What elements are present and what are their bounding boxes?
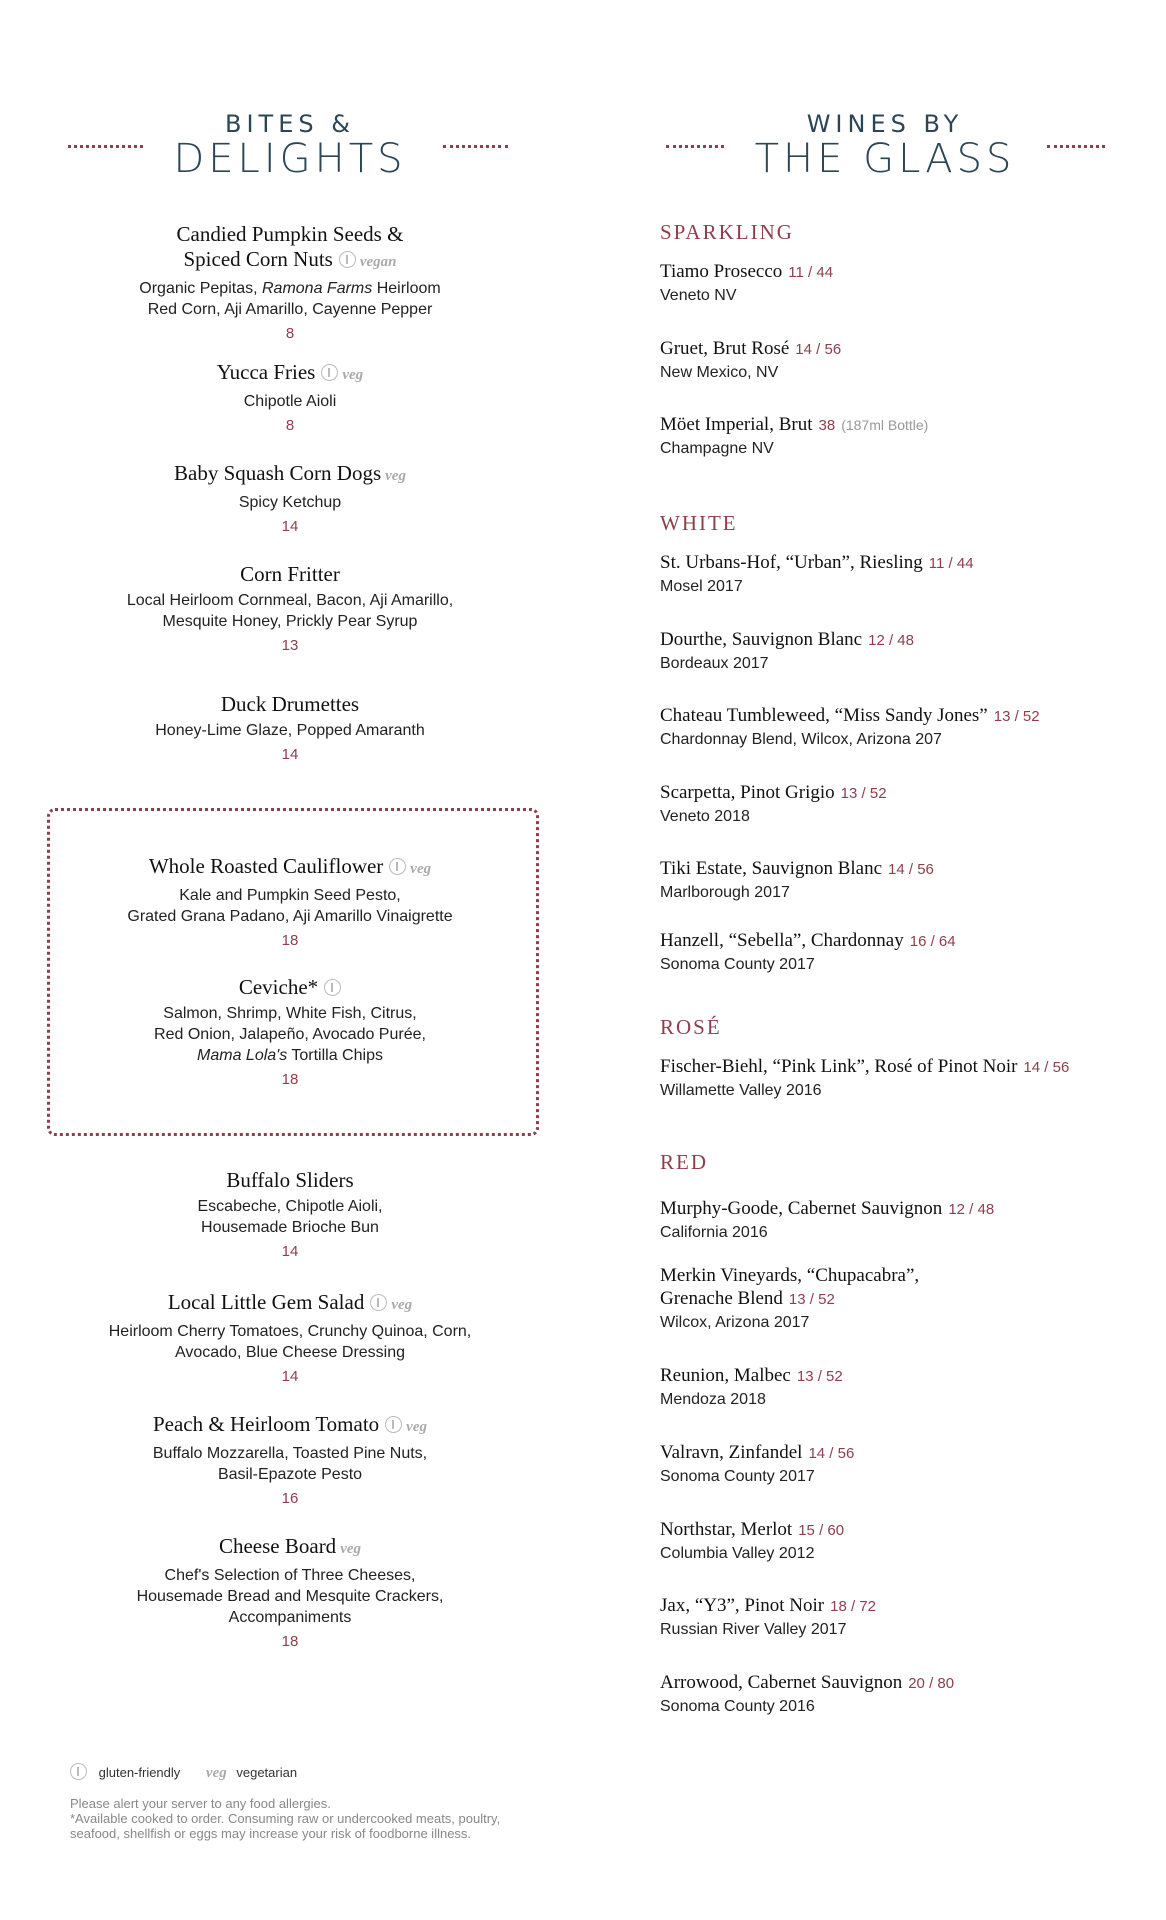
wine-price: 12 / 48	[868, 632, 914, 649]
desc-text: Salmon, Shrimp, White Fish, Citrus,	[163, 1005, 417, 1022]
desc-text: Chef's Selection of Three Cheeses,	[164, 1567, 416, 1584]
item-name	[40, 461, 540, 489]
wine-item	[660, 628, 1130, 673]
wine-region: Sonoma County 2017	[660, 1468, 815, 1485]
item-name: Buffalo Sliders	[226, 1168, 354, 1192]
desc-text: Tortilla Chips	[287, 1047, 383, 1064]
desc-text: Heirloom Cherry Tomatoes, Crunchy Quinoa, Corn,	[108, 1323, 472, 1340]
wine-item	[660, 1441, 1130, 1486]
wine-price: 13 / 52	[788, 1291, 835, 1308]
wine-name: Tiki Estate, Sauvignon Blanc	[660, 858, 883, 879]
wine-name: Arrowood, Cabernet Sauvignon	[660, 1672, 903, 1693]
desc-text: Kale and Pumpkin Seed Pesto,	[179, 887, 401, 904]
wine-item	[660, 1671, 1130, 1716]
wine-name: Gruet, Brut Rosé	[660, 338, 790, 359]
desc-text: Mesquite Honey, Prickly Pear Syrup	[162, 613, 418, 630]
gluten-friendly-icon	[339, 251, 356, 268]
wine-item	[660, 413, 1130, 458]
wine-region: Veneto 2018	[660, 808, 750, 825]
item-name-line2: Spiced Corn Nuts	[183, 247, 333, 271]
veg-tag: veg	[406, 1419, 427, 1435]
menu-item	[40, 1168, 540, 1260]
wine-price: 20 / 80	[908, 1675, 955, 1692]
item-price: 14	[281, 518, 299, 535]
wine-price: 14 / 56	[888, 861, 934, 878]
wine-name: Möet Imperial, Brut	[660, 414, 813, 435]
veg-tag: veg	[205, 1765, 227, 1781]
gluten-friendly-icon	[370, 1294, 387, 1311]
item-name-text: Whole Roasted Cauliflower	[148, 854, 384, 878]
item-name: Duck Drumettes	[220, 692, 360, 716]
wine-name: Murphy-Goode, Cabernet Sauvignon	[660, 1198, 943, 1219]
veg-tag: veg	[410, 861, 432, 877]
item-name	[40, 1534, 540, 1562]
legend-gluten-friendly: gluten-friendly	[98, 1765, 181, 1780]
desc-text: Escabeche, Chipotle Aioli,	[197, 1198, 383, 1215]
wine-region: Mendoza 2018	[660, 1391, 766, 1408]
gluten-friendly-icon	[321, 364, 338, 381]
item-price: 14	[281, 1368, 299, 1385]
wine-name: Dourthe, Sauvignon Blanc	[660, 629, 863, 650]
item-description	[40, 278, 540, 320]
wine-name: Chateau Tumbleweed, “Miss Sandy Jones”	[660, 705, 988, 726]
wine-region: Sonoma County 2017	[660, 956, 815, 973]
bites-header	[140, 110, 440, 182]
wine-price: 14 / 56	[808, 1445, 855, 1462]
disclaimer-line: Please alert your server to any food allergies.	[70, 1796, 331, 1811]
item-price: 14	[281, 746, 299, 763]
item-price: 18	[281, 1633, 299, 1650]
menu-item	[40, 562, 540, 654]
item-name-text: Peach & Heirloom Tomato	[152, 1412, 380, 1436]
menu-item	[40, 692, 540, 763]
menu-item	[40, 1412, 540, 1507]
menu-item	[40, 360, 540, 434]
desc-text: Housemade Brioche Bun	[201, 1219, 379, 1236]
wine-name: Tiamo Prosecco	[660, 261, 783, 282]
wine-price: 15 / 60	[798, 1522, 845, 1539]
desc-text: Accompaniments	[228, 1609, 352, 1626]
item-name	[40, 222, 540, 275]
item-description: Honey-Lime Glaze, Popped Amaranth	[155, 722, 425, 739]
veg-tag: veg	[342, 367, 364, 383]
wine-region: Willamette Valley 2016	[660, 1082, 822, 1099]
wine-region: Wilcox, Arizona 2017	[660, 1314, 810, 1331]
wine-name: Hanzell, “Sebella”, Chardonnay	[660, 930, 904, 951]
wines-title-line1: WINES BY	[806, 110, 964, 138]
wine-name: Northstar, Merlot	[660, 1519, 793, 1540]
item-description	[40, 1565, 540, 1628]
item-name-text: Local Little Gem Salad	[167, 1290, 365, 1314]
section-white: WHITE	[660, 511, 738, 535]
section-rose: ROSÉ	[660, 1015, 722, 1039]
item-name	[40, 1412, 540, 1440]
desc-text: Buffalo Mozzarella, Toasted Pine Nuts,	[152, 1445, 428, 1462]
featured-box-border	[47, 808, 539, 1136]
section-red: RED	[660, 1150, 708, 1174]
item-description	[40, 1196, 540, 1238]
desc-italic: Ramona Farms	[262, 280, 373, 297]
item-name	[40, 360, 540, 388]
item-name-text: Cheese Board	[218, 1534, 337, 1558]
wines-title-line2: THE GLASS	[754, 136, 1016, 182]
desc-text: Avocado, Blue Cheese Dressing	[174, 1344, 406, 1361]
menu-item	[40, 461, 540, 535]
wine-item	[660, 857, 1130, 902]
wine-name: Scarpetta, Pinot Grigio	[660, 782, 835, 803]
wine-name: Reunion, Malbec	[660, 1365, 791, 1386]
menu-item	[40, 1534, 540, 1650]
wine-region: California 2016	[660, 1224, 768, 1241]
wine-name: Grenache Blend	[660, 1288, 783, 1309]
desc-text: Organic Pepitas,	[139, 280, 262, 297]
item-name-text: Ceviche*	[238, 975, 319, 999]
wine-price: 14 / 56	[1023, 1059, 1070, 1076]
veg-tag: veg	[391, 1297, 413, 1313]
wine-price: 13 / 52	[840, 785, 887, 802]
item-description	[40, 590, 540, 632]
header-dots-left	[68, 145, 143, 148]
wine-item	[660, 260, 1130, 305]
wine-region: New Mexico, NV	[660, 364, 779, 381]
wine-item	[660, 1364, 1130, 1409]
wine-item	[660, 1197, 1130, 1242]
desc-text: Basil-Epazote Pesto	[217, 1466, 363, 1483]
wines-header	[720, 110, 1050, 182]
item-name	[40, 1290, 540, 1318]
menu-item	[40, 1290, 540, 1385]
item-name-text: Baby Squash Corn Dogs	[174, 461, 382, 485]
wine-region: Bordeaux 2017	[660, 655, 769, 672]
legend-vegetarian: vegetarian	[236, 1765, 298, 1780]
wine-item	[660, 704, 1130, 749]
desc-italic: Mama Lola's	[197, 1047, 288, 1064]
desc-text: Housemade Bread and Mesquite Crackers,	[136, 1588, 444, 1605]
allergy-disclaimer	[70, 1796, 570, 1841]
item-name-line1: Candied Pumpkin Seeds &	[176, 222, 404, 246]
desc-text: Local Heirloom Cornmeal, Bacon, Aji Amarillo,	[126, 592, 454, 609]
wine-price: 13 / 52	[796, 1368, 843, 1385]
gluten-friendly-icon	[385, 1416, 402, 1433]
desc-text: Heirloom	[372, 280, 441, 297]
wine-item	[660, 337, 1130, 382]
veg-tag: veg	[385, 468, 406, 484]
item-price: 13	[281, 637, 299, 654]
item-name: Corn Fritter	[240, 562, 340, 586]
disclaimer-line: *Available cooked to order. Consuming raw or undercooked meats, poultry,	[70, 1811, 501, 1826]
wine-price: 11 / 44	[928, 555, 974, 572]
item-price: 16	[281, 1490, 299, 1507]
header-dots-right	[1047, 145, 1105, 148]
wine-note: (187ml Bottle)	[841, 417, 929, 433]
wine-region: Mosel 2017	[660, 578, 743, 595]
wine-region: Russian River Valley 2017	[660, 1621, 847, 1638]
bites-title-line1: BITES &	[225, 110, 355, 138]
wine-region: Sonoma County 2016	[660, 1698, 815, 1715]
veg-tag: veg	[340, 1541, 362, 1557]
wine-name: St. Urbans-Hof, “Urban”, Riesling	[660, 552, 923, 573]
wine-item	[660, 929, 1130, 974]
desc-text: Red Corn, Aji Amarillo, Cayenne Pepper	[147, 301, 433, 318]
wine-name: Jax, “Y3”, Pinot Noir	[660, 1595, 825, 1616]
wine-item	[660, 781, 1130, 826]
wine-region: Marlborough 2017	[660, 884, 790, 901]
header-dots-left	[666, 145, 724, 148]
wine-name: Valravn, Zinfandel	[660, 1442, 803, 1463]
menu-item	[40, 222, 540, 342]
item-name-text: Yucca Fries	[216, 360, 316, 384]
wine-region: Champagne NV	[660, 440, 774, 457]
wine-price: 14 / 56	[795, 341, 842, 358]
desc-text: Grated Grana Padano, Aji Amarillo Vinaigrette	[127, 908, 453, 925]
header-dots-right	[443, 145, 508, 148]
gluten-friendly-icon	[70, 1763, 87, 1780]
wine-item	[660, 1594, 1130, 1639]
wine-name: Fischer-Biehl, “Pink Link”, Rosé of Pinot Noir	[660, 1056, 1018, 1077]
item-price: 18	[281, 1071, 299, 1088]
wine-item	[660, 1518, 1130, 1563]
wine-price: 12 / 48	[948, 1201, 995, 1218]
wine-price: 38	[818, 417, 836, 434]
wine-name-line1: Merkin Vineyards, “Chupacabra”,	[660, 1265, 920, 1286]
disclaimer-line: seafood, shellfish or eggs may increase your risk of foodborne illness.	[70, 1826, 472, 1841]
item-description: Spicy Ketchup	[238, 494, 342, 511]
section-sparkling: SPARKLING	[660, 220, 794, 244]
wine-price: 11 / 44	[788, 264, 834, 281]
wine-price: 16 / 64	[909, 933, 956, 950]
item-description: Chipotle Aioli	[243, 393, 337, 410]
desc-text: Red Onion, Jalapeño, Avocado Purée,	[154, 1026, 426, 1043]
item-price: 8	[285, 325, 295, 342]
legend	[70, 1765, 297, 1782]
wine-region: Veneto NV	[660, 287, 737, 304]
wine-item	[660, 1055, 1130, 1100]
wine-item	[660, 551, 1130, 596]
vegan-tag: vegan	[359, 254, 397, 270]
wine-item	[660, 1264, 1130, 1332]
wine-region: Chardonnay Blend, Wilcox, Arizona 207	[660, 731, 942, 748]
wine-region: Columbia Valley 2012	[660, 1545, 815, 1562]
item-price: 8	[285, 417, 295, 434]
item-price: 18	[281, 932, 299, 949]
item-price: 14	[281, 1243, 299, 1260]
item-description	[40, 1443, 540, 1485]
item-description	[40, 1321, 540, 1363]
wine-price: 13 / 52	[993, 708, 1040, 725]
bites-title-line2: DELIGHTS	[173, 136, 407, 182]
wine-price: 18 / 72	[830, 1598, 876, 1615]
